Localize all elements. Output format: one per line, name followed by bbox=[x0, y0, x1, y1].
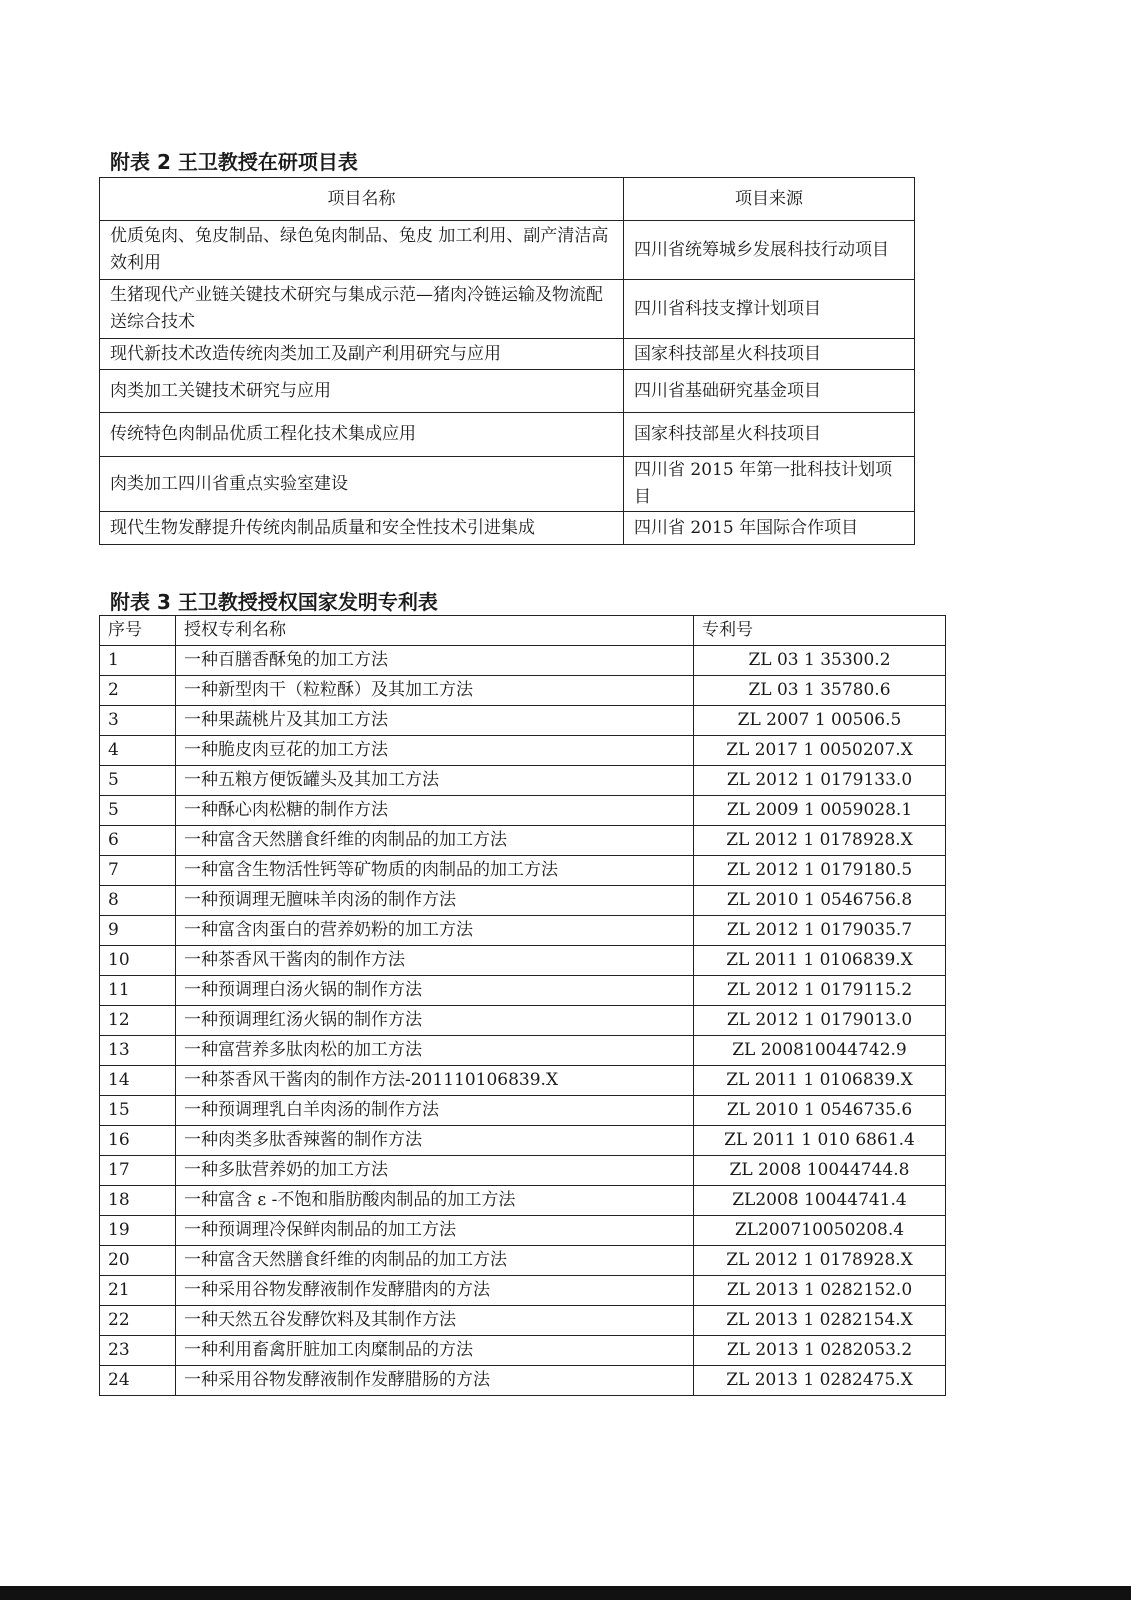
patent-index-cell: 14 bbox=[100, 1066, 176, 1096]
patent-number-cell: ZL 2012 1 0179013.0 bbox=[694, 1006, 946, 1036]
patent-number-cell: ZL 2012 1 0179133.0 bbox=[694, 766, 946, 796]
patent-index-cell: 18 bbox=[100, 1186, 176, 1216]
patent-row bbox=[100, 1066, 946, 1096]
table3-header-cell: 授权专利名称 bbox=[176, 616, 694, 646]
patent-number-cell: ZL 2012 1 0179035.7 bbox=[694, 916, 946, 946]
patent-number-cell: ZL 2010 1 0546735.6 bbox=[694, 1096, 946, 1126]
patent-row bbox=[100, 1156, 946, 1186]
patent-number-cell: ZL 2008 10044744.8 bbox=[694, 1156, 946, 1186]
table3-header-cell: 序号 bbox=[100, 616, 176, 646]
patent-name-cell: 一种预调理红汤火锅的制作方法 bbox=[176, 1006, 694, 1036]
patent-name-cell: 一种富含生物活性钙等矿物质的肉制品的加工方法 bbox=[176, 856, 694, 886]
patent-number-cell: ZL 2013 1 0282053.2 bbox=[694, 1336, 946, 1366]
table3-title: 附表 3 王卫教授授权国家发明专利表 bbox=[110, 590, 438, 614]
patent-row bbox=[100, 1126, 946, 1156]
patent-name-cell: 一种采用谷物发酵液制作发酵腊肠的方法 bbox=[176, 1366, 694, 1396]
table2-row bbox=[100, 370, 915, 413]
patent-row bbox=[100, 1216, 946, 1246]
patent-number-cell: ZL 2009 1 0059028.1 bbox=[694, 796, 946, 826]
patent-number-cell: ZL 2010 1 0546756.8 bbox=[694, 886, 946, 916]
patent-number-cell: ZL 2011 1 0106839.X bbox=[694, 946, 946, 976]
project-source-cell: 四川省 2015 年第一批科技计划项目 bbox=[624, 457, 915, 512]
table3-header-cell: 专利号 bbox=[694, 616, 946, 646]
project-name-cell: 优质兔肉、兔皮制品、绿色兔肉制品、兔皮 加工利用、副产清洁高效利用 bbox=[100, 221, 624, 280]
patent-index-cell: 11 bbox=[100, 976, 176, 1006]
patent-name-cell: 一种富含肉蛋白的营养奶粉的加工方法 bbox=[176, 916, 694, 946]
patent-index-cell: 2 bbox=[100, 676, 176, 706]
patent-index-cell: 20 bbox=[100, 1246, 176, 1276]
project-name-cell: 现代新技术改造传统肉类加工及副产利用研究与应用 bbox=[100, 339, 624, 370]
project-name-cell: 传统特色肉制品优质工程化技术集成应用 bbox=[100, 413, 624, 457]
table2-header-row bbox=[100, 178, 915, 221]
patent-index-cell: 21 bbox=[100, 1276, 176, 1306]
patent-index-cell: 5 bbox=[100, 766, 176, 796]
patent-index-cell: 4 bbox=[100, 736, 176, 766]
patent-name-cell: 一种新型肉干（粒粒酥）及其加工方法 bbox=[176, 676, 694, 706]
patent-name-cell: 一种多肽营养奶的加工方法 bbox=[176, 1156, 694, 1186]
patent-row bbox=[100, 1006, 946, 1036]
patent-name-cell: 一种百膳香酥兔的加工方法 bbox=[176, 646, 694, 676]
patent-name-cell: 一种富营养多肽肉松的加工方法 bbox=[176, 1036, 694, 1066]
table2-header-cell: 项目来源 bbox=[624, 178, 915, 221]
project-name-cell: 生猪现代产业链关键技术研究与集成示范—猪肉冷链运输及物流配送综合技术 bbox=[100, 280, 624, 339]
patent-name-cell: 一种预调理白汤火锅的制作方法 bbox=[176, 976, 694, 1006]
patent-index-cell: 9 bbox=[100, 916, 176, 946]
project-source-cell: 四川省基础研究基金项目 bbox=[624, 370, 915, 413]
patent-index-cell: 23 bbox=[100, 1336, 176, 1366]
patent-number-cell: ZL 2012 1 0179115.2 bbox=[694, 976, 946, 1006]
patent-row bbox=[100, 856, 946, 886]
patent-name-cell: 一种酥心肉松糖的制作方法 bbox=[176, 796, 694, 826]
patent-number-cell: ZL 2012 1 0179180.5 bbox=[694, 856, 946, 886]
patent-number-cell: ZL 2012 1 0178928.X bbox=[694, 1246, 946, 1276]
table2-title: 附表 2 王卫教授在研项目表 bbox=[110, 150, 358, 174]
patent-row bbox=[100, 1246, 946, 1276]
project-source-cell: 国家科技部星火科技项目 bbox=[624, 413, 915, 457]
patent-row bbox=[100, 1096, 946, 1126]
patent-number-cell: ZL2008 10044741.4 bbox=[694, 1186, 946, 1216]
patent-name-cell: 一种富含天然膳食纤维的肉制品的加工方法 bbox=[176, 826, 694, 856]
patent-name-cell: 一种预调理冷保鲜肉制品的加工方法 bbox=[176, 1216, 694, 1246]
project-name-cell: 现代生物发酵提升传统肉制品质量和安全性技术引进集成 bbox=[100, 512, 624, 545]
patent-row bbox=[100, 766, 946, 796]
patent-index-cell: 15 bbox=[100, 1096, 176, 1126]
patent-name-cell: 一种果蔬桃片及其加工方法 bbox=[176, 706, 694, 736]
patent-row bbox=[100, 1336, 946, 1366]
patent-index-cell: 22 bbox=[100, 1306, 176, 1336]
table2-row bbox=[100, 280, 915, 339]
project-source-cell: 四川省 2015 年国际合作项目 bbox=[624, 512, 915, 545]
patents-table bbox=[99, 615, 946, 1396]
patent-index-cell: 1 bbox=[100, 646, 176, 676]
patent-number-cell: ZL 03 1 35300.2 bbox=[694, 646, 946, 676]
patent-row bbox=[100, 706, 946, 736]
patent-number-cell: ZL 03 1 35780.6 bbox=[694, 676, 946, 706]
patent-row bbox=[100, 946, 946, 976]
project-source-cell: 四川省统筹城乡发展科技行动项目 bbox=[624, 221, 915, 280]
patent-number-cell: ZL 2012 1 0178928.X bbox=[694, 826, 946, 856]
patent-index-cell: 6 bbox=[100, 826, 176, 856]
project-name-cell: 肉类加工关键技术研究与应用 bbox=[100, 370, 624, 413]
table2-row bbox=[100, 512, 915, 545]
table2-header-cell: 项目名称 bbox=[100, 178, 624, 221]
patent-number-cell: ZL 2011 1 010 6861.4 bbox=[694, 1126, 946, 1156]
patent-name-cell: 一种富含 ε -不饱和脂肪酸肉制品的加工方法 bbox=[176, 1186, 694, 1216]
patent-row bbox=[100, 1276, 946, 1306]
patent-name-cell: 一种茶香风干酱肉的制作方法 bbox=[176, 946, 694, 976]
patent-name-cell: 一种预调理乳白羊肉汤的制作方法 bbox=[176, 1096, 694, 1126]
patent-name-cell: 一种五粮方便饭罐头及其加工方法 bbox=[176, 766, 694, 796]
patent-name-cell: 一种茶香风干酱肉的制作方法-201110106839.X bbox=[176, 1066, 694, 1096]
patent-number-cell: ZL 2011 1 0106839.X bbox=[694, 1066, 946, 1096]
patent-name-cell: 一种采用谷物发酵液制作发酵腊肉的方法 bbox=[176, 1276, 694, 1306]
table2-row bbox=[100, 413, 915, 457]
project-name-cell: 肉类加工四川省重点实验室建设 bbox=[100, 457, 624, 512]
patent-name-cell: 一种脆皮肉豆花的加工方法 bbox=[176, 736, 694, 766]
patent-index-cell: 7 bbox=[100, 856, 176, 886]
scan-edge bbox=[0, 1586, 1131, 1600]
project-source-cell: 四川省科技支撑计划项目 bbox=[624, 280, 915, 339]
patent-name-cell: 一种富含天然膳食纤维的肉制品的加工方法 bbox=[176, 1246, 694, 1276]
patent-number-cell: ZL 2013 1 0282152.0 bbox=[694, 1276, 946, 1306]
table2-row bbox=[100, 221, 915, 280]
projects-table bbox=[99, 177, 915, 545]
patent-number-cell: ZL 2013 1 0282475.X bbox=[694, 1366, 946, 1396]
patent-row bbox=[100, 1366, 946, 1396]
table2-row bbox=[100, 457, 915, 512]
patent-row bbox=[100, 976, 946, 1006]
patent-index-cell: 3 bbox=[100, 706, 176, 736]
patent-number-cell: ZL 2007 1 00506.5 bbox=[694, 706, 946, 736]
table2-row bbox=[100, 339, 915, 370]
patent-row bbox=[100, 676, 946, 706]
patent-row bbox=[100, 886, 946, 916]
patent-index-cell: 5 bbox=[100, 796, 176, 826]
patent-number-cell: ZL 200810044742.9 bbox=[694, 1036, 946, 1066]
patent-index-cell: 17 bbox=[100, 1156, 176, 1186]
patent-row bbox=[100, 1186, 946, 1216]
patent-name-cell: 一种肉类多肽香辣酱的制作方法 bbox=[176, 1126, 694, 1156]
patent-row bbox=[100, 646, 946, 676]
patent-index-cell: 13 bbox=[100, 1036, 176, 1066]
patent-row bbox=[100, 736, 946, 766]
patent-name-cell: 一种天然五谷发酵饮料及其制作方法 bbox=[176, 1306, 694, 1336]
patent-index-cell: 19 bbox=[100, 1216, 176, 1246]
project-source-cell: 国家科技部星火科技项目 bbox=[624, 339, 915, 370]
patent-index-cell: 12 bbox=[100, 1006, 176, 1036]
patent-number-cell: ZL200710050208.4 bbox=[694, 1216, 946, 1246]
patent-row bbox=[100, 916, 946, 946]
patent-row bbox=[100, 1306, 946, 1336]
patent-index-cell: 24 bbox=[100, 1366, 176, 1396]
patent-name-cell: 一种预调理无膻味羊肉汤的制作方法 bbox=[176, 886, 694, 916]
table3-header-row bbox=[100, 616, 946, 646]
patent-row bbox=[100, 796, 946, 826]
patent-row bbox=[100, 1036, 946, 1066]
patent-name-cell: 一种利用畜禽肝脏加工肉糜制品的方法 bbox=[176, 1336, 694, 1366]
patent-index-cell: 16 bbox=[100, 1126, 176, 1156]
patent-number-cell: ZL 2017 1 0050207.X bbox=[694, 736, 946, 766]
patent-index-cell: 8 bbox=[100, 886, 176, 916]
patent-index-cell: 10 bbox=[100, 946, 176, 976]
patent-row bbox=[100, 826, 946, 856]
patent-number-cell: ZL 2013 1 0282154.X bbox=[694, 1306, 946, 1336]
